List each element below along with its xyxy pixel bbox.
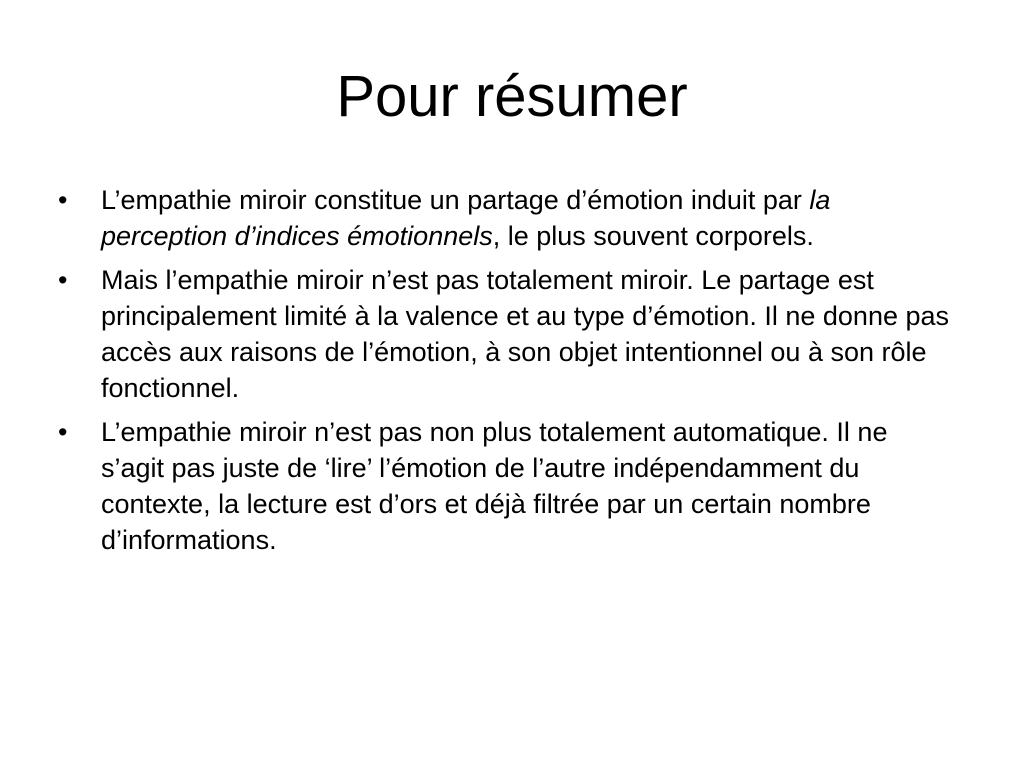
- bullet-1-text-italic: la perception d’indices émotionnels: [101, 185, 831, 251]
- slide-title: Pour résumer: [336, 64, 688, 129]
- bullet-list: [56, 182, 956, 566]
- bullet-text-1: [101, 185, 830, 251]
- bullet-text-3: L’empathie miroir n’est pas non plus totalement automatique. Il ne s’agit pas juste de ‘lire’ l’émotion de l’autre indépendamment du contexte, la lecture est d’ors et déjà filtrée par un certain nombre d’informations.: [101, 417, 888, 555]
- bullet-marker: •: [58, 417, 68, 447]
- bullet-1-text-after: , le plus souvent corporels.: [492, 221, 814, 251]
- bullet-item-3: [56, 414, 956, 558]
- bullet-item-2: [56, 262, 956, 406]
- bullet-1-text-before: L’empathie miroir constitue un partage d’émotion induit par: [101, 185, 810, 215]
- bullet-marker: •: [58, 185, 68, 215]
- bullet-marker: •: [58, 265, 68, 295]
- bullet-item-1: [56, 182, 956, 254]
- bullet-text-2: Mais l’empathie miroir n’est pas totalement miroir. Le partage est principalement limité à la valence et au type d’émotion. Il ne donne pas accès aux raisons de l’émotion, à son objet intentionnel ou à son rôle fonctionnel.: [101, 265, 950, 403]
